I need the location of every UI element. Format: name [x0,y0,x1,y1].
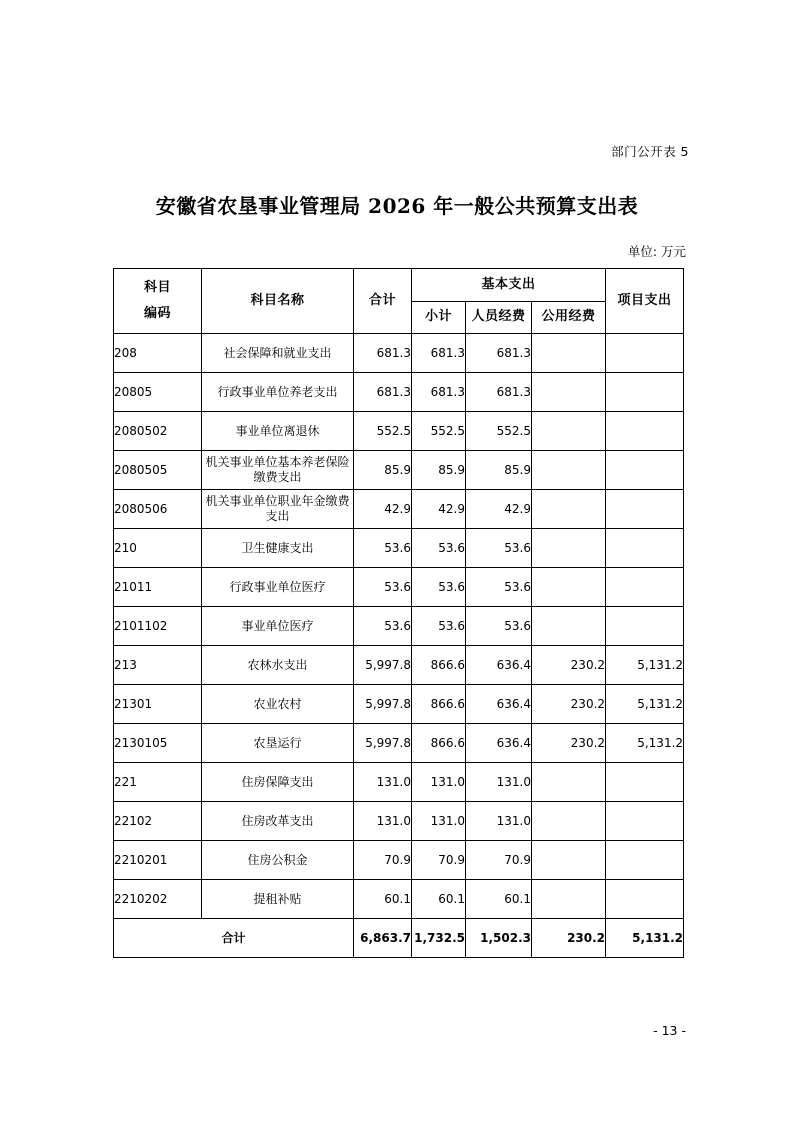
table-row [114,841,684,880]
cell-project [606,802,684,841]
cell-name: 机关事业单位基本养老保险缴费支出 [202,451,354,490]
table-row [114,607,684,646]
cell-subtotal: 552.5 [412,412,466,451]
cell-personnel: 53.6 [466,568,532,607]
header-code [114,269,202,334]
cell-name: 住房改革支出 [202,802,354,841]
cell-public [532,880,606,919]
cell-subtotal: 866.6 [412,724,466,763]
cell-total: 5,997.8 [354,724,412,763]
header-name: 科目名称 [202,269,354,334]
cell-name: 社会保障和就业支出 [202,334,354,373]
cell-personnel: 53.6 [466,607,532,646]
header-code-line2: 编码 [143,306,171,321]
cell-subtotal: 866.6 [412,685,466,724]
cell-code: 20805 [114,373,202,412]
cell-subtotal: 53.6 [412,529,466,568]
cell-code: 2080506 [114,490,202,529]
cell-subtotal: 681.3 [412,373,466,412]
cell-name: 农林水支出 [202,646,354,685]
cell-personnel: 681.3 [466,334,532,373]
cell-total: 5,997.8 [354,646,412,685]
cell-project [606,373,684,412]
table-row [114,685,684,724]
cell-personnel: 131.0 [466,763,532,802]
cell-subtotal: 42.9 [412,490,466,529]
cell-total-label: 合计 [114,919,354,958]
cell-public [532,451,606,490]
cell-subtotal: 53.6 [412,568,466,607]
table-row [114,724,684,763]
cell-name: 事业单位离退休 [202,412,354,451]
cell-subtotal: 53.6 [412,607,466,646]
cell-code: 2210201 [114,841,202,880]
cell-code: 213 [114,646,202,685]
cell-personnel: 636.4 [466,685,532,724]
budget-table [113,268,684,958]
cell-total: 53.6 [354,607,412,646]
cell-name: 事业单位医疗 [202,607,354,646]
table-row [114,802,684,841]
cell-project [606,607,684,646]
cell-project [606,763,684,802]
cell-code: 21011 [114,568,202,607]
cell-code: 2101102 [114,607,202,646]
cell-personnel: 131.0 [466,802,532,841]
cell-code: 221 [114,763,202,802]
table-row [114,334,684,373]
form-tag: 部门公开表 5 [611,144,689,159]
cell-public: 230.2 [532,724,606,763]
cell-total-subtotal: 1,732.5 [412,919,466,958]
cell-name: 农垦运行 [202,724,354,763]
cell-code: 2210202 [114,880,202,919]
cell-name: 住房保障支出 [202,763,354,802]
cell-project [606,490,684,529]
table-row [114,529,684,568]
table-row [114,880,684,919]
cell-total-personnel: 1,502.3 [466,919,532,958]
cell-personnel: 60.1 [466,880,532,919]
unit-note: 单位: 万元 [627,244,686,259]
cell-total: 53.6 [354,568,412,607]
cell-public [532,412,606,451]
header-public: 公用经费 [532,301,606,334]
cell-personnel: 636.4 [466,646,532,685]
cell-public [532,490,606,529]
table-row [114,373,684,412]
cell-total: 131.0 [354,763,412,802]
cell-total-total: 6,863.7 [354,919,412,958]
cell-code: 22102 [114,802,202,841]
header-basic-expenditure: 基本支出 [412,269,606,302]
cell-project [606,412,684,451]
cell-subtotal: 131.0 [412,763,466,802]
cell-name: 行政事业单位养老支出 [202,373,354,412]
cell-public [532,607,606,646]
cell-public [532,334,606,373]
cell-code: 210 [114,529,202,568]
table-header [114,269,684,334]
cell-subtotal: 681.3 [412,334,466,373]
cell-personnel: 636.4 [466,724,532,763]
cell-total: 131.0 [354,802,412,841]
table-total-row [114,919,684,958]
cell-subtotal: 131.0 [412,802,466,841]
cell-project: 5,131.2 [606,685,684,724]
cell-public: 230.2 [532,646,606,685]
page-title: 安徽省农垦事业管理局 2026 年一般公共预算支出表 [155,194,639,218]
header-project: 项目支出 [606,269,684,334]
header-subtotal: 小计 [412,301,466,334]
header-personnel: 人员经费 [466,301,532,334]
header-total: 合计 [354,269,412,334]
cell-public [532,373,606,412]
cell-project [606,880,684,919]
cell-personnel: 42.9 [466,490,532,529]
cell-total: 53.6 [354,529,412,568]
table-body [114,334,684,958]
cell-name: 行政事业单位医疗 [202,568,354,607]
cell-total: 5,997.8 [354,685,412,724]
cell-public [532,568,606,607]
cell-total-project: 5,131.2 [606,919,684,958]
cell-personnel: 681.3 [466,373,532,412]
table-row [114,763,684,802]
cell-personnel: 85.9 [466,451,532,490]
cell-public [532,529,606,568]
table-row [114,412,684,451]
table-row [114,451,684,490]
cell-project [606,568,684,607]
budget-table-container [113,268,683,958]
cell-name: 住房公积金 [202,841,354,880]
cell-name: 卫生健康支出 [202,529,354,568]
cell-total: 60.1 [354,880,412,919]
cell-public [532,841,606,880]
table-row [114,568,684,607]
cell-code: 21301 [114,685,202,724]
cell-name: 提租补贴 [202,880,354,919]
cell-project: 5,131.2 [606,646,684,685]
cell-personnel: 53.6 [466,529,532,568]
cell-subtotal: 866.6 [412,646,466,685]
cell-subtotal: 70.9 [412,841,466,880]
cell-name: 机关事业单位职业年金缴费支出 [202,490,354,529]
cell-public: 230.2 [532,685,606,724]
cell-public [532,763,606,802]
cell-code: 2080505 [114,451,202,490]
cell-total: 42.9 [354,490,412,529]
cell-total: 70.9 [354,841,412,880]
cell-public [532,802,606,841]
page-number: - 13 - [653,1023,686,1038]
cell-project: 5,131.2 [606,724,684,763]
cell-total: 681.3 [354,373,412,412]
cell-code: 2080502 [114,412,202,451]
table-row [114,490,684,529]
cell-project [606,529,684,568]
table-row [114,646,684,685]
cell-total: 681.3 [354,334,412,373]
cell-name: 农业农村 [202,685,354,724]
cell-personnel: 552.5 [466,412,532,451]
cell-subtotal: 60.1 [412,880,466,919]
cell-code: 2130105 [114,724,202,763]
cell-personnel: 70.9 [466,841,532,880]
cell-code: 208 [114,334,202,373]
cell-project [606,841,684,880]
cell-total: 552.5 [354,412,412,451]
cell-project [606,334,684,373]
cell-subtotal: 85.9 [412,451,466,490]
header-code-line1: 科目 [143,279,171,295]
cell-project [606,451,684,490]
cell-total-public: 230.2 [532,919,606,958]
cell-total: 85.9 [354,451,412,490]
